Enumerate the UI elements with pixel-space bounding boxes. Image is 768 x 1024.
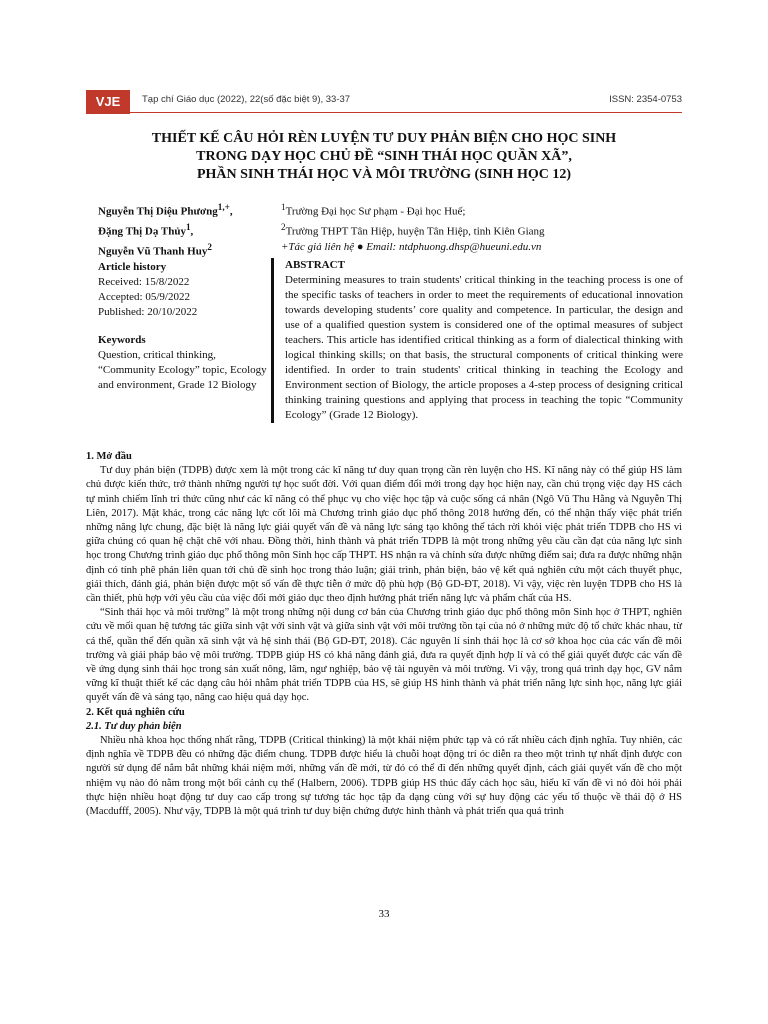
author-list <box>98 200 278 260</box>
title-line: THIẾT KẾ CÂU HỎI RÈN LUYỆN TƯ DUY PHẢN BIỆN CHO HỌC SINH <box>151 131 617 146</box>
article-history <box>98 260 268 320</box>
article-title <box>86 130 682 184</box>
article-body <box>86 450 682 819</box>
abstract-text: Determining measures to train students' critical thinking in the teaching process is one of the specific tasks of teachers in order to meet the requirements of educational innovation towards developing students’ core quality and competence. In particular, the design and use of a qualified question system is considered one of the optimal measures of subject teachers. This article has identified critical thinking as a form of dialectical thinking with logical thinking skills; on that basis, the structural components of critical thinking were identified. In order to train students' critical thinking in teaching the Ecology and Environment section of Biology, the article proposes a 4-step process of designing critical thinking training questions and applying that process in teaching the topic “Community Ecology” (Grade 12 Biology). <box>285 274 683 421</box>
paragraph: “Sinh thái học và môi trường” là một trong những nội dung cơ bản của Chương trình giáo dục phổ thông môn Sinh học ở THPT, nghiên cứu về mối quan hệ tương tác giữa sinh vật với sinh vật và giữa sinh vật với môi trường tồn tại của nó ở những mức độ tổ chức khác nhau, từ cá thể, quần thể đến quần xã sinh vật và hệ sinh thái (Bộ GD-ĐT, 2018). Các nguyên lí sinh thái học là cơ sở khoa học của các vấn đề môi trường và giải pháp bảo vệ môi trường. TDPB giúp HS có khả năng đánh giá, đưa ra quyết định hợp lí và có thể giải quyết được các vấn đề về ứng dụng sinh thái học trong sản xuất nông, lâm, ngư nghiệp, bảo vệ tài nguyên và môi trường. Vì vậy, trong quá trình dạy học, GV nắm vững kĩ thuật thiết kế các dạng câu hỏi nhằm phát triển TDPB của HS, sẽ giúp HS hình thành và phát triển năng lực sinh học, năng lực giải quyết vấn đề và sáng tạo, nâng cao hiệu quả dạy học. <box>86 607 682 704</box>
journal-logo: VJE <box>86 90 130 114</box>
author-name: Đặng Thị Dạ Thủy$^1$, <box>98 222 194 238</box>
received-date: Received: 15/8/2022 <box>98 276 190 288</box>
title-line: TRONG DẠY HỌC CHỦ ĐỀ “SINH THÁI HỌC QUẦN XÃ”, <box>196 149 572 164</box>
title-line: PHẦN SINH THÁI HỌC VÀ MÔI TRƯỜNG (SINH HỌC 12) <box>196 167 571 182</box>
keywords-heading: Keywords <box>98 334 146 346</box>
subsection-heading: 2.1. Tư duy phản biện <box>86 720 182 732</box>
journal-citation: Tạp chí Giáo dục (2022), 22(số đặc biệt 9), 33-37 <box>142 94 351 105</box>
section-heading: 1. Mở đầu <box>86 451 132 462</box>
affiliations <box>281 200 681 256</box>
journal-header <box>86 90 682 114</box>
author-name: Nguyễn Thị Diệu Phương$^{1,+}$, <box>98 202 233 218</box>
page-number: 33 <box>378 908 390 920</box>
header-rule <box>130 112 682 113</box>
history-heading: Article history <box>98 261 167 273</box>
published-date: Published: 20/10/2022 <box>98 306 198 318</box>
keywords-text: Question, critical thinking, “Community Ecology” topic, Ecology and environment, Grade 12 Biology <box>98 349 267 391</box>
accepted-date: Accepted: 05/9/2022 <box>98 291 190 303</box>
paragraph: Tư duy phản biện (TDPB) được xem là một trong các kĩ năng tư duy quan trọng cần rèn luyện cho HS. Kĩ năng này có thể giúp HS làm chủ được kiến thức, trở thành những người tự học suốt đời. Với quan điểm đổi mới trong dạy học hiện nay, cần chú trọng việc dạy HS cách tự mình chiếm lĩnh tri thức cũng như các kĩ năng có thể phục vụ cho việc học tập và cuộc sống cá nhân (Ngô Vũ Thu Hằng và Nguyễn Thị Liên, 2017). Mặt khác, trong các năng lực cốt lõi mà Chương trình giáo dục phổ thông 2018 hướng đến, có thể nhận thấy việc phát triển những năng lực chung, đặc biệt là năng lực giải quyết vấn đề và năng lực sáng tạo không thể tách rời khỏi việc phát triển TDPB cho HS vì giữa chúng có quan hệ chặt chẽ với nhau. Đồng thời, hình thành và phát triển TDPB là một trong những yêu cầu cần đạt của năng lực sinh học trong Chương trình giáo dục phổ thông môn Sinh học cấp THPT. HS nhận ra và chỉnh sửa được những điểm sai; đưa ra được những nhận định có tính phê phán liên quan tới chủ đề sinh học trong thảo luận; giải trình, phản biện, bảo vệ kết quả nghiên cứu một cách thuyết phục, giải thích, đánh giá, phản biện được một số vấn đề thực tiễn ở mức độ phù hợp (Bộ GD-ĐT, 2018). Vì vậy, việc rèn luyện TDPB cho HS là cần thiết, phù hợp với yêu cầu của việc đổi mới giáo dục theo định hướng phát triển năng lực và phẩm chất của HS. <box>86 465 682 605</box>
abstract-heading: ABSTRACT <box>285 259 345 271</box>
paragraph: Nhiều nhà khoa học thống nhất rằng, TDPB (Critical thinking) là một khái niệm phức tạp và có rất nhiều cách định nghĩa. Tuy nhiên, các định nghĩa về TDPB đều có những đặc điểm chung. TDPB được hiểu là chuỗi hoạt động trí óc diễn ra theo một trình tự nhất định được con người sử dụng để nắm bắt những khái niệm mới, những vấn đề mới, từ đó có thể đi đến những quyết định, cách giải quyết vấn đề cho một nhiệm vụ nào đó nằm trong một bối cảnh cụ thể (Halbern, 2006). TDPB giúp HS thúc đẩy cách học sâu, hiểu kĩ vấn đề vì nó đòi hỏi phải thực hiện nhiều hoạt động tư duy cao cấp trong sự tương tác học tập đa dạng cùng với sự huy động các yếu tố thuộc về thái độ ở HS (Macdufff, 2005). Như vậy, TDPB là một quá trình tư duy biện chứng được hình thành và phát triển qua quá trình <box>86 735 682 818</box>
section-heading: 2. Kết quả nghiên cứu <box>86 706 185 718</box>
corresponding-author: +Tác giả liên hệ ● Email: ntdphuong.dhsp@hueuni.edu.vn <box>281 241 542 254</box>
author-name: Nguyễn Vũ Thanh Huy$^2$ <box>98 242 212 258</box>
keywords <box>98 333 268 393</box>
affiliation: $^2$Trường THPT Tân Hiệp, huyện Tân Hiệp, tỉnh Kiên Giang <box>281 222 545 238</box>
abstract <box>271 258 683 423</box>
journal-issn: ISSN: 2354-0753 <box>609 94 682 105</box>
affiliation: $^1$Trường Đại học Sư phạm - Đại học Huế; <box>281 202 466 218</box>
